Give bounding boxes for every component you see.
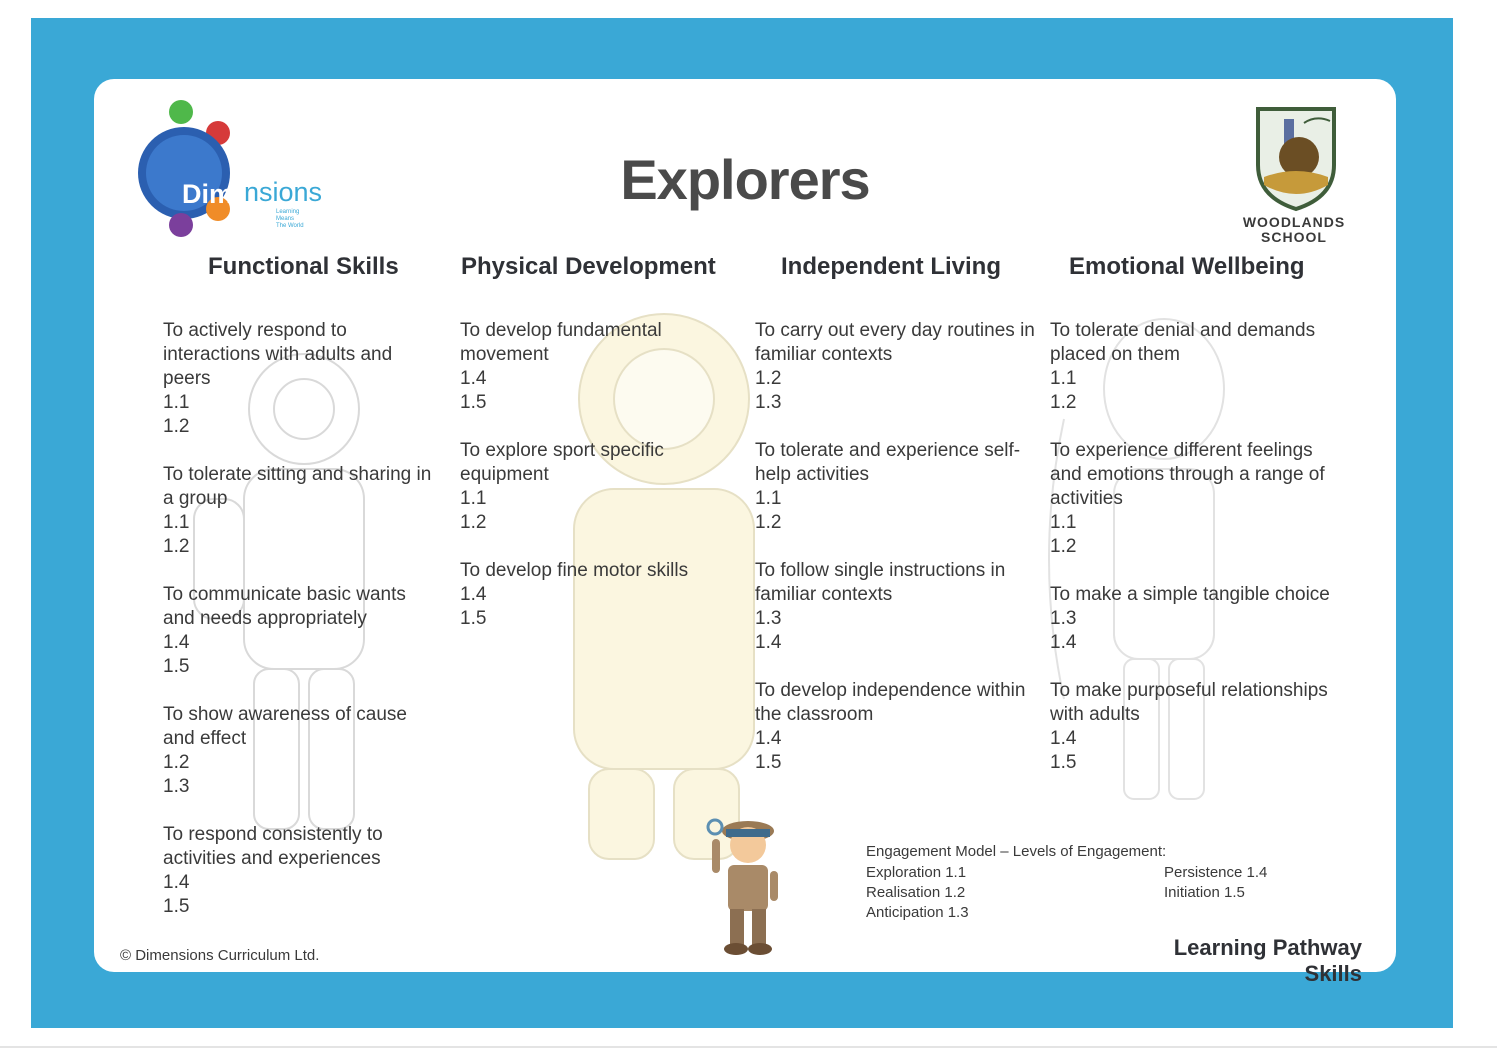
skill-text: To show awareness of cause and effect [163, 704, 407, 749]
column-physical-development [460, 319, 730, 655]
skill-text: To make a simple tangible choice [1050, 584, 1330, 605]
skill-item [1050, 583, 1340, 655]
skill-level: 1.4 [163, 632, 190, 653]
skill-level: 1.2 [163, 416, 190, 437]
skill-item [755, 439, 1035, 535]
skill-text: To develop independence within the classroom [755, 680, 1026, 725]
skill-text: To make purposeful relationships with adults [1050, 680, 1328, 725]
skill-text: To respond consistently to activities and experiences [163, 824, 383, 869]
logo-tagline [276, 209, 314, 230]
skill-level: 1.5 [1050, 752, 1077, 773]
skill-level: 1.1 [163, 512, 190, 533]
heading-independent-living: Independent Living [781, 253, 1001, 280]
skill-item [1050, 679, 1340, 775]
school-name [1224, 215, 1364, 245]
skill-text: To actively respond to interactions with adults and peers [163, 320, 393, 389]
skill-level: 1.1 [1050, 368, 1077, 389]
skill-item [755, 679, 1035, 775]
skill-level: 1.1 [755, 488, 782, 509]
skill-item [163, 319, 438, 439]
skill-level: 1.4 [755, 728, 782, 749]
content-card [94, 79, 1396, 986]
heading-emotional-wellbeing: Emotional Wellbeing [1069, 253, 1305, 280]
engagement-levels-right [1164, 863, 1267, 903]
skill-level: 1.4 [1050, 728, 1077, 749]
skill-level: 1.5 [755, 752, 782, 773]
skill-text: To experience different feelings and emotions through a range of activities [1050, 440, 1325, 509]
skill-level: 1.4 [1050, 632, 1077, 653]
skill-level: 1.2 [755, 512, 782, 533]
skill-level: 1.2 [163, 536, 190, 557]
logo-tagline-1: Learning Means [276, 209, 300, 222]
skill-level: 1.4 [755, 632, 782, 653]
skill-text: To tolerate sitting and sharing in a group [163, 464, 432, 509]
skill-level: 1.2 [755, 368, 782, 389]
skill-level: 1.4 [163, 872, 190, 893]
skill-level: 1.5 [163, 656, 190, 677]
skill-level: 1.4 [460, 584, 487, 605]
column-functional-skills [163, 319, 438, 943]
skill-item [755, 559, 1035, 655]
skill-level: 1.5 [460, 392, 487, 413]
skill-level: 1.2 [163, 752, 190, 773]
skill-text: To develop fine motor skills [460, 560, 689, 581]
skill-level: 1.5 [460, 608, 487, 629]
skill-item [755, 319, 1035, 415]
skill-text: To communicate basic wants and needs appropriately [163, 584, 406, 629]
skill-item [1050, 319, 1340, 415]
skill-item [163, 703, 438, 799]
skill-level: 1.3 [755, 392, 782, 413]
page-title: Explorers [620, 148, 870, 211]
skill-level: 1.3 [1050, 608, 1077, 629]
skill-item [163, 463, 438, 559]
skill-level: 1.3 [755, 608, 782, 629]
heading-functional-skills: Functional Skills [208, 253, 399, 280]
engagement-level: Initiation 1.5 [1164, 884, 1245, 901]
engagement-levels-left [866, 863, 969, 923]
column-emotional-wellbeing [1050, 319, 1340, 799]
engagement-level: Persistence 1.4 [1164, 864, 1268, 881]
skill-level: 1.2 [1050, 536, 1077, 557]
skill-item [460, 439, 730, 535]
skill-level: 1.1 [460, 488, 487, 509]
engagement-level: Realisation 1.2 [866, 884, 966, 901]
skill-level: 1.2 [460, 512, 487, 533]
school-name-line-2: SCHOOL [1261, 229, 1327, 245]
skill-text: To carry out every day routines in familiar contexts [755, 320, 1035, 365]
skill-text: To explore sport specific equipment [460, 440, 664, 485]
engagement-level: Exploration 1.1 [866, 864, 967, 881]
learning-pathway-label: Learning Pathway Skills [1173, 935, 1362, 986]
copyright-notice: © Dimensions Curriculum Ltd. [120, 947, 320, 964]
woodlands-crest-icon [1254, 105, 1338, 211]
skill-text: To tolerate denial and demands placed on them [1050, 320, 1316, 365]
engagement-title: Engagement Model – Levels of Engagement: [866, 843, 1167, 860]
skill-text: To tolerate and experience self-help activities [755, 440, 1021, 485]
divider [0, 1046, 1497, 1048]
skill-text: To follow single instructions in familiar contexts [755, 560, 1006, 605]
school-name-line-1: WOODLANDS [1242, 214, 1346, 230]
skill-item [460, 559, 730, 631]
skill-level: 1.1 [163, 392, 190, 413]
skill-level: 1.3 [163, 776, 190, 797]
skill-text: To develop fundamental movement [460, 320, 662, 365]
skill-item [163, 583, 438, 679]
explorer-character-illustration [702, 809, 792, 959]
skill-level: 1.5 [163, 896, 190, 917]
skill-level: 1.4 [460, 368, 487, 389]
skill-level: 1.1 [1050, 512, 1077, 533]
skill-item [163, 823, 438, 919]
skill-item [1050, 439, 1340, 559]
engagement-level: Anticipation 1.3 [866, 904, 969, 921]
logo-word-a: Dime [182, 179, 249, 209]
column-independent-living [755, 319, 1035, 799]
skill-level: 1.2 [1050, 392, 1077, 413]
heading-physical-development: Physical Development [461, 253, 716, 280]
skill-item [460, 319, 730, 415]
logo-word-b: nsions [244, 177, 323, 207]
logo-tagline-2: The World [276, 223, 304, 229]
